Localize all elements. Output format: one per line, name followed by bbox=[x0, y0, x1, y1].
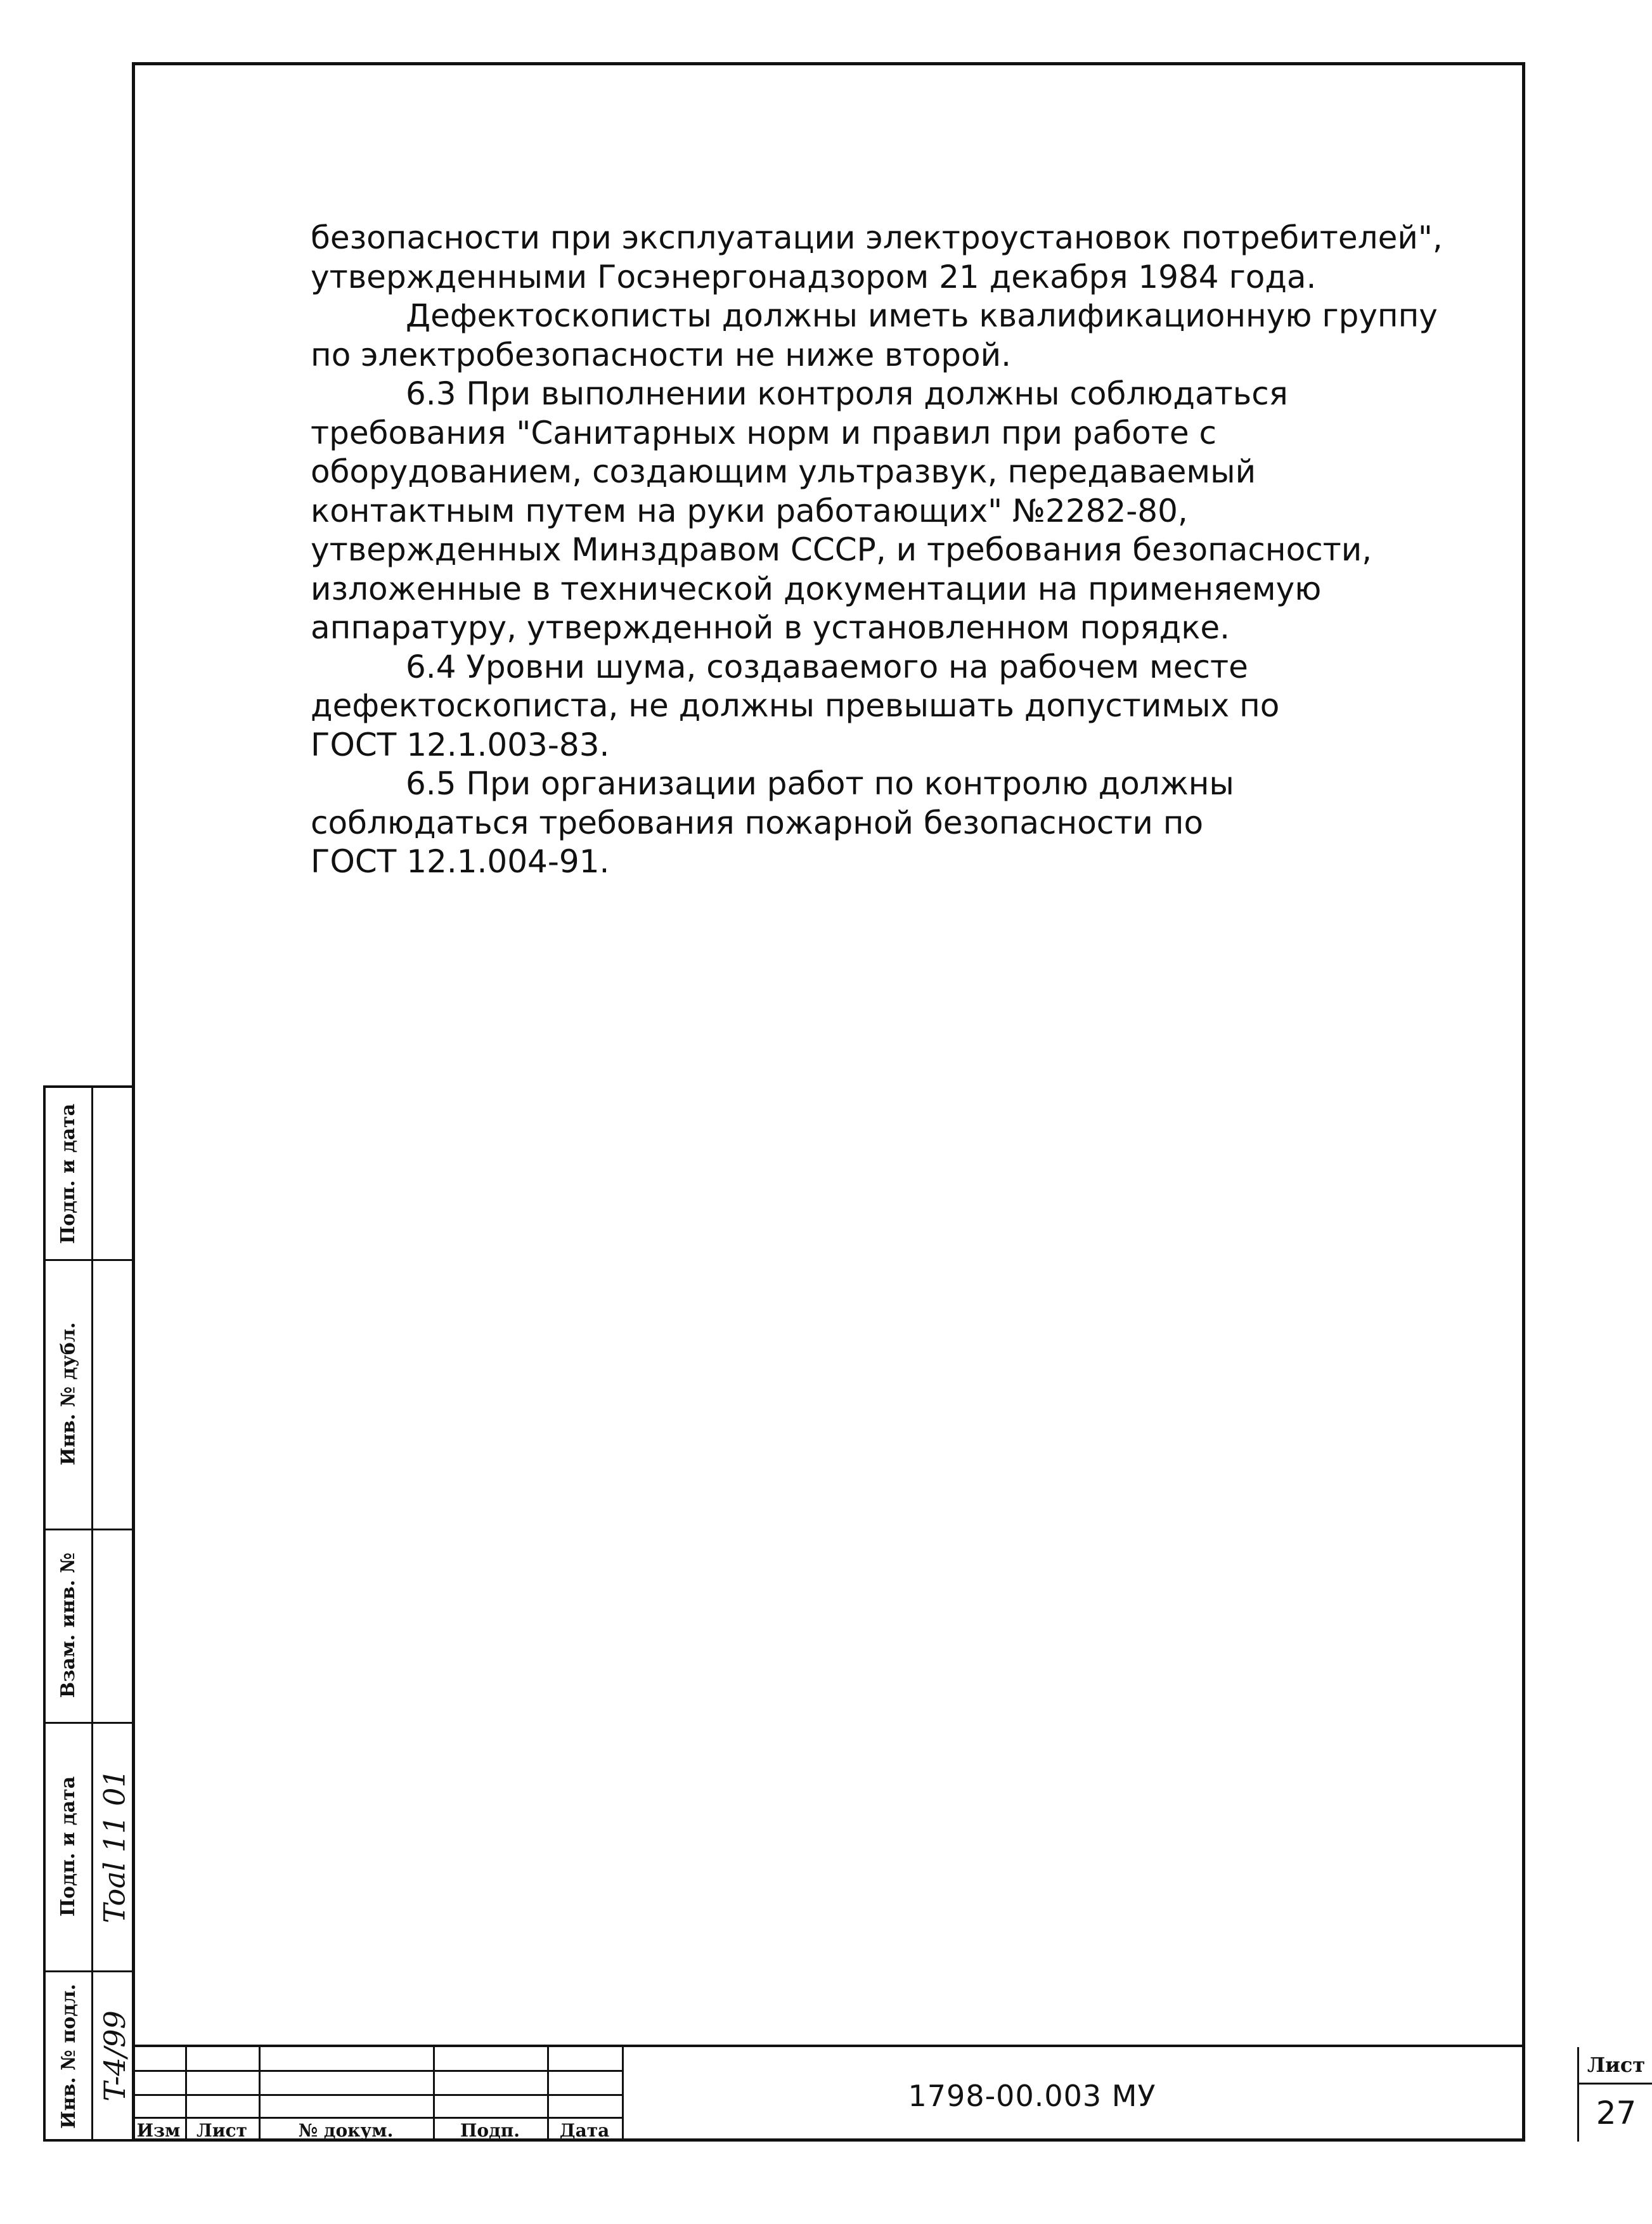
side-stamp bbox=[43, 1085, 135, 2142]
text-line: утвержденных Минздравом СССР, и требования безопасности, bbox=[311, 531, 1372, 568]
handwritten-inventory-number: T-4/99 bbox=[98, 2010, 132, 2102]
paragraph-qualification-cont bbox=[311, 336, 1464, 375]
paragraph-6-4 bbox=[311, 648, 1464, 687]
title-block-line bbox=[1577, 2047, 1579, 2142]
paragraph-6-5-cont bbox=[311, 804, 1464, 882]
text-line: ГОСТ 12.1.003-83. bbox=[311, 726, 610, 763]
text-line: безопасности при эксплуатации электроустановок потребителей", bbox=[311, 219, 1443, 256]
paragraph-6-4-cont bbox=[311, 687, 1464, 765]
text-line: аппаратуру, утвержденной в установленном порядке. bbox=[311, 609, 1230, 646]
text-line: дефектоскописта, не должны превышать допустимых по bbox=[311, 687, 1280, 724]
handwritten-signature-date: Toal 11 01 bbox=[98, 1769, 132, 1923]
text-line: требования "Санитарных норм и правил при работе с bbox=[311, 414, 1217, 451]
sheet-label: Лист bbox=[1587, 2053, 1646, 2077]
header-sign: Подп. bbox=[460, 2119, 520, 2141]
header-doc-number: № докум. bbox=[298, 2119, 394, 2141]
title-block bbox=[132, 2045, 1646, 2142]
document-body bbox=[311, 219, 1464, 882]
side-label-sign-date-top: Подп. и дата bbox=[57, 1103, 80, 1244]
text-line: 6.3 При выполнении контроля должны соблюдаться bbox=[406, 375, 1288, 412]
document-code: 1798-00.003 МУ bbox=[908, 2078, 1156, 2113]
side-label-original-inventory: Инв. № подл. bbox=[57, 1983, 80, 2129]
text-line: оборудованием, создающим ультразвук, передаваемый bbox=[311, 453, 1256, 490]
title-block-line bbox=[132, 2070, 624, 2072]
header-date: Дата bbox=[559, 2119, 610, 2141]
side-label-sign-date: Подп. и дата bbox=[57, 1776, 80, 1917]
side-label-replace-inventory: Взам. инв. № bbox=[57, 1552, 80, 1698]
paragraph-6-3-cont bbox=[311, 414, 1464, 648]
text-line: 6.4 Уровни шума, создаваемого на рабочем месте bbox=[406, 648, 1248, 685]
header-list: Лист bbox=[197, 2119, 247, 2141]
text-line: по электробезопасности не ниже второй. bbox=[311, 336, 1012, 373]
text-line: контактным путем на руки работающих" №2282-80, bbox=[311, 492, 1188, 529]
title-block-line bbox=[132, 2094, 624, 2096]
paragraph-continuation bbox=[311, 219, 1464, 297]
sheet-number: 27 bbox=[1596, 2095, 1637, 2131]
text-line: соблюдаться требования пожарной безопасности по bbox=[311, 804, 1204, 841]
paragraph-6-3 bbox=[311, 375, 1464, 414]
paragraph-6-5 bbox=[311, 765, 1464, 804]
text-line: ГОСТ 12.1.004-91. bbox=[311, 843, 610, 880]
header-izm: Изм bbox=[136, 2119, 181, 2141]
text-line: изложенные в технической документации на применяемую bbox=[311, 570, 1322, 607]
side-stamp-divider bbox=[91, 1088, 93, 2139]
paragraph-qualification bbox=[311, 297, 1464, 336]
text-line: 6.5 При организации работ по контролю должны bbox=[406, 765, 1234, 802]
text-line: Дефектоскописты должны иметь квалификационную группу bbox=[406, 297, 1438, 334]
text-line: утвержденными Госэнергонадзором 21 декабря 1984 года. bbox=[311, 258, 1317, 295]
side-label-dup-inventory: Инв. № дубл. bbox=[57, 1322, 80, 1466]
